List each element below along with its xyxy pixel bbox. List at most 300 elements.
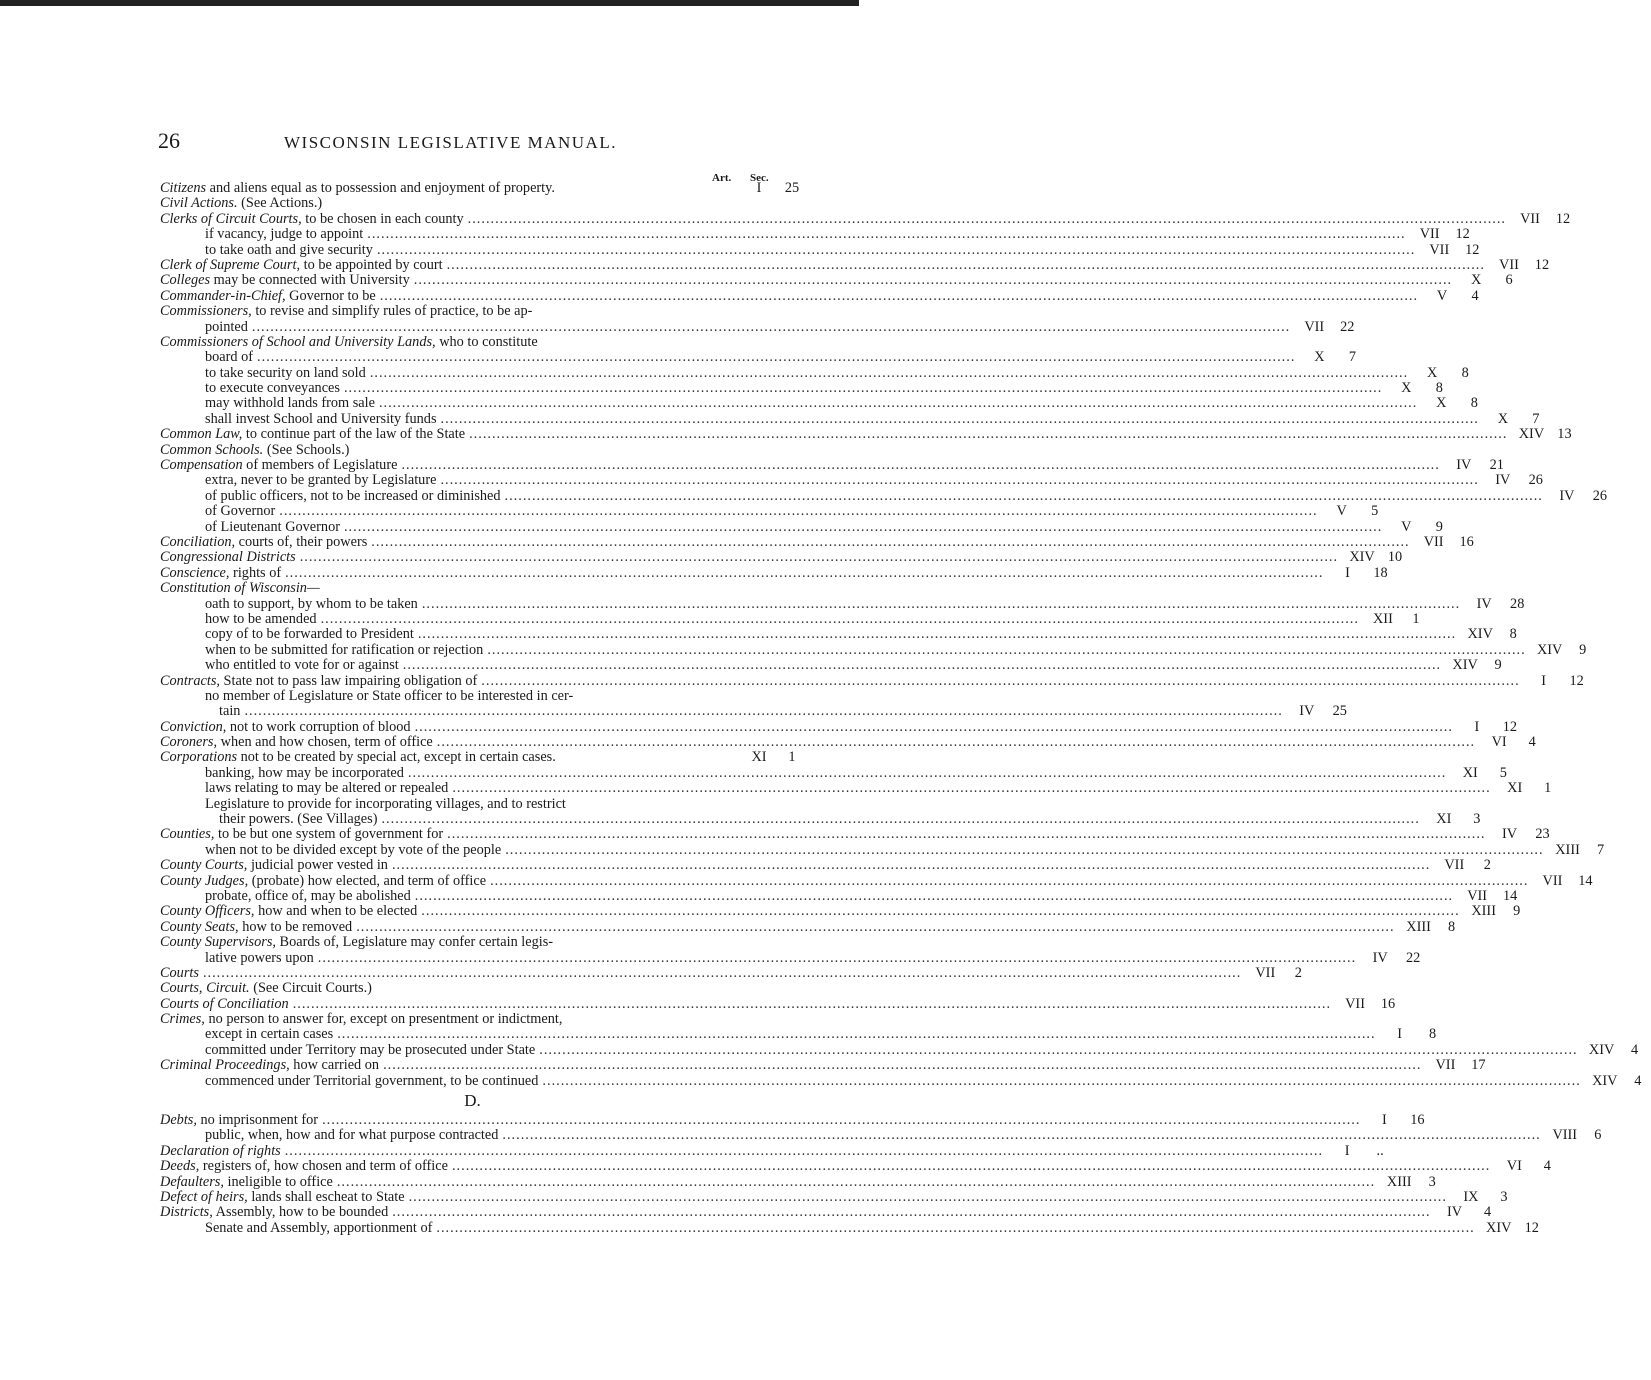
article-number: I bbox=[1541, 672, 1547, 689]
column-header-sec: Sec. bbox=[750, 172, 769, 184]
index-entry bbox=[160, 1173, 1436, 1190]
dot-leader bbox=[415, 889, 1453, 904]
entry-text bbox=[160, 889, 411, 904]
entry-text bbox=[160, 243, 373, 258]
dot-leader bbox=[252, 320, 1290, 335]
entry-description: if vacancy, judge to appoint bbox=[205, 226, 364, 243]
dot-leader bbox=[344, 381, 1382, 396]
index-entry bbox=[160, 210, 1571, 227]
entry-description: their powers. (See Villages) bbox=[219, 811, 378, 828]
entry-description: no person to answer for, except on presentment or indictment, bbox=[204, 1011, 563, 1028]
section-number: 14 bbox=[1502, 887, 1518, 904]
entry-description: no imprisonment for bbox=[196, 1112, 319, 1129]
article-number: X bbox=[1470, 272, 1482, 289]
dot-leader bbox=[403, 658, 1441, 673]
entry-heading: Common Schools. bbox=[160, 441, 264, 458]
index-entry bbox=[160, 549, 1403, 566]
entry-description: laws relating to may be altered or repealed bbox=[205, 780, 449, 797]
index-entry bbox=[160, 949, 1421, 966]
index-entries bbox=[160, 180, 1642, 1236]
entry-description: how carried on bbox=[289, 1057, 380, 1074]
entry-description: Boards of, Legislature may confer certain legis- bbox=[275, 934, 554, 951]
index-entry bbox=[160, 626, 1517, 643]
entry-description: to be but one system of government for bbox=[214, 826, 444, 843]
entry-description: how and when to be elected bbox=[254, 903, 418, 920]
entry-text bbox=[160, 473, 436, 488]
section-number: 6 bbox=[1594, 1127, 1602, 1144]
article-number: X bbox=[1314, 349, 1325, 366]
section-number: 16 bbox=[1459, 533, 1474, 550]
entry-heading: Courts, Circuit. bbox=[160, 980, 250, 997]
section-number: 12 bbox=[1502, 718, 1518, 735]
entry-text bbox=[160, 874, 486, 889]
article-number: VII bbox=[1542, 872, 1563, 889]
index-entry bbox=[160, 811, 1481, 828]
entry-heading: Clerks of Circuit Courts, bbox=[160, 210, 302, 227]
index-entry bbox=[160, 241, 1480, 258]
entry-description: to be appointed by court bbox=[300, 256, 443, 273]
entry-heading: Colleges bbox=[160, 272, 211, 289]
page-number: 26 bbox=[158, 128, 180, 153]
entry-text bbox=[160, 643, 483, 658]
entry-description: pointed bbox=[205, 318, 248, 335]
entry-heading: County Judges, bbox=[160, 872, 249, 889]
index-entry bbox=[160, 1158, 1551, 1175]
index-entry bbox=[160, 287, 1479, 304]
entry-heading: Conscience, bbox=[160, 564, 230, 581]
entry-text bbox=[160, 550, 296, 565]
article-number: XII bbox=[1372, 610, 1393, 627]
dot-leader bbox=[469, 427, 1507, 442]
section-number: 10 bbox=[1387, 549, 1403, 566]
entry-heading: Declaration of rights bbox=[160, 1142, 281, 1159]
entry-text bbox=[160, 350, 253, 365]
index-entry bbox=[160, 935, 805, 950]
section-number: 18 bbox=[1373, 564, 1388, 581]
dot-leader bbox=[447, 827, 1485, 842]
index-entry bbox=[160, 826, 1550, 843]
section-number: 4 bbox=[1484, 1204, 1492, 1221]
entry-description: (See Schools.) bbox=[263, 441, 350, 458]
article-number: IV bbox=[1476, 595, 1492, 612]
entry-description: to take oath and give security bbox=[205, 241, 373, 258]
entry-text bbox=[160, 273, 410, 288]
section-number: 23 bbox=[1535, 826, 1550, 843]
index-entry bbox=[160, 887, 1518, 904]
index-entry bbox=[160, 272, 1513, 289]
section-number: 9 bbox=[1494, 657, 1502, 674]
entry-text bbox=[160, 566, 281, 581]
section-number: 3 bbox=[1500, 1189, 1508, 1205]
entry-heading: County Seats, bbox=[160, 918, 239, 935]
section-number: 9 bbox=[1513, 903, 1521, 920]
index-entry bbox=[160, 1112, 1425, 1129]
entry-text bbox=[160, 827, 443, 842]
article-number: V bbox=[1436, 287, 1448, 304]
entry-heading: Common Law, bbox=[160, 426, 243, 443]
dot-leader bbox=[441, 412, 1479, 427]
entry-heading: Deeds, bbox=[160, 1158, 200, 1175]
article-number: XIII bbox=[1471, 903, 1496, 920]
running-head-title: WISCONSIN LEGISLATIVE MANUAL. bbox=[284, 133, 617, 152]
entry-text bbox=[160, 535, 367, 550]
entry-description: (See Actions.) bbox=[237, 195, 323, 212]
index-entry bbox=[160, 1219, 1539, 1236]
index-entry bbox=[160, 872, 1593, 889]
entry-description: rights of bbox=[229, 564, 282, 581]
dot-leader bbox=[377, 243, 1415, 258]
index-entry bbox=[160, 964, 1302, 981]
entry-text bbox=[160, 1205, 388, 1220]
article-number: IV bbox=[1501, 826, 1518, 843]
index-entry bbox=[160, 672, 1584, 689]
entry-heading: Compensation bbox=[160, 457, 243, 474]
column-header-art: Art. bbox=[712, 172, 732, 184]
article-number: VII bbox=[1520, 210, 1540, 227]
entry-text bbox=[160, 489, 501, 504]
entry-description: extra, never to be granted by Legislature bbox=[205, 472, 437, 489]
dot-leader bbox=[542, 1074, 1580, 1089]
entry-text bbox=[160, 227, 363, 242]
entry-text bbox=[160, 981, 372, 996]
entry-description: (See Circuit Courts.) bbox=[249, 980, 372, 997]
entry-description: Legislature to provide for incorporating villages, and to restrict bbox=[205, 795, 566, 812]
entry-heading: Courts of Conciliation bbox=[160, 995, 289, 1012]
entry-text bbox=[160, 1175, 333, 1190]
index-entry bbox=[160, 196, 805, 211]
entry-heading: Debts, bbox=[160, 1112, 197, 1129]
dot-leader bbox=[440, 473, 1478, 488]
entry-description: who entitled to vote for or against bbox=[205, 657, 399, 674]
entry-description: probate, office of, may be abolished bbox=[205, 887, 411, 904]
article-number: XIII bbox=[1406, 918, 1431, 935]
section-number: 6 bbox=[1505, 272, 1513, 289]
article-number: IX bbox=[1463, 1189, 1479, 1205]
dot-leader bbox=[502, 1128, 1540, 1143]
entry-text bbox=[160, 612, 317, 627]
entry-heading: Citizens bbox=[160, 180, 207, 196]
section-number: 4 bbox=[1471, 287, 1479, 304]
entry-text bbox=[160, 597, 418, 612]
entry-heading: Districts, bbox=[160, 1204, 213, 1221]
section-number: 4 bbox=[1528, 734, 1536, 751]
section-number: 21 bbox=[1489, 457, 1504, 474]
entry-description: when not to be divided except by vote of the people bbox=[205, 841, 502, 858]
entry-heading: Criminal Proceedings, bbox=[160, 1057, 290, 1074]
index-entry bbox=[160, 1026, 1437, 1043]
entry-description: how to be amended bbox=[205, 610, 317, 627]
index-entry bbox=[160, 1204, 1492, 1221]
section-number: 16 bbox=[1380, 995, 1396, 1012]
dot-leader bbox=[481, 674, 1519, 689]
entry-heading: Conciliation, bbox=[160, 533, 236, 550]
section-number: 12 bbox=[1465, 241, 1480, 258]
entry-text bbox=[160, 1144, 281, 1159]
index-entry bbox=[160, 1189, 1508, 1205]
entry-text bbox=[160, 412, 437, 427]
entry-description: public, when, how and for what purpose contracted bbox=[205, 1127, 499, 1144]
entry-text bbox=[160, 443, 349, 458]
dot-leader bbox=[293, 997, 1331, 1012]
entry-text bbox=[160, 750, 556, 765]
entry-description: of public officers, not to be increased or diminished bbox=[205, 487, 501, 504]
article-number: XIV bbox=[1592, 1072, 1618, 1089]
index-entry bbox=[160, 410, 1540, 427]
index-entry bbox=[160, 981, 805, 996]
section-letter: D. bbox=[464, 1091, 481, 1111]
section-number: 8 bbox=[1461, 364, 1469, 381]
index-entry bbox=[160, 764, 1507, 781]
dot-leader bbox=[415, 720, 1453, 735]
index-entry bbox=[160, 335, 805, 350]
section-number: 17 bbox=[1471, 1057, 1486, 1074]
entry-heading: Coroners, bbox=[160, 734, 218, 751]
section-number: 26 bbox=[1592, 487, 1608, 504]
entry-text bbox=[160, 704, 240, 719]
entry-description: may withhold lands from sale bbox=[205, 395, 375, 412]
section-number: 8 bbox=[1509, 626, 1517, 643]
entry-description: may be connected with University bbox=[210, 272, 410, 289]
article-number: X bbox=[1436, 395, 1447, 412]
dot-leader bbox=[452, 781, 1490, 796]
index-entry bbox=[160, 181, 805, 196]
entry-text bbox=[160, 581, 320, 596]
section-number: 5 bbox=[1499, 764, 1507, 781]
section-number: 8 bbox=[1470, 395, 1478, 412]
entry-text bbox=[160, 627, 414, 642]
entry-heading: Corporations bbox=[160, 749, 238, 766]
entry-text bbox=[160, 1027, 333, 1042]
dot-leader bbox=[437, 735, 1475, 750]
index-entry bbox=[160, 1057, 1486, 1074]
index-entry bbox=[160, 841, 1605, 858]
index-entry bbox=[160, 1041, 1639, 1058]
entry-description: and aliens equal as to possession and enjoyment of property. bbox=[206, 180, 555, 196]
page-top-edge bbox=[0, 0, 859, 6]
article-number: IV bbox=[1456, 457, 1472, 474]
section-number: 8 bbox=[1435, 380, 1443, 397]
index-entry bbox=[160, 918, 1456, 935]
entry-heading: Clerk of Supreme Court, bbox=[160, 256, 301, 273]
entry-description: State not to pass law impairing obligation of bbox=[219, 672, 478, 689]
article-number: XIII bbox=[1386, 1173, 1412, 1190]
index-entry bbox=[160, 581, 805, 596]
entry-text bbox=[160, 843, 501, 858]
section-number: 8 bbox=[1429, 1026, 1437, 1043]
section-number: 4 bbox=[1543, 1158, 1551, 1175]
article-number: IV bbox=[1372, 949, 1388, 966]
entry-text bbox=[160, 1113, 318, 1128]
section-number: 25 bbox=[1332, 703, 1347, 720]
entry-text bbox=[160, 858, 388, 873]
dot-leader bbox=[379, 396, 1417, 411]
article-number: X bbox=[1497, 410, 1509, 427]
index-entry bbox=[160, 641, 1587, 658]
entry-text bbox=[160, 258, 443, 273]
entry-description: registers of, how chosen and term of office bbox=[199, 1158, 448, 1175]
article-number: XIV bbox=[1349, 549, 1375, 566]
section-number: 9 bbox=[1579, 641, 1587, 658]
article-number: VII bbox=[1429, 241, 1450, 258]
article-number: VII bbox=[1467, 887, 1488, 904]
entry-text bbox=[160, 674, 477, 689]
section-number: 2 bbox=[1483, 857, 1491, 874]
dot-leader bbox=[321, 612, 1359, 627]
entry-heading: County Courts, bbox=[160, 857, 248, 874]
article-number: V bbox=[1401, 518, 1412, 535]
entry-description: lative powers upon bbox=[205, 949, 314, 966]
article-number: VIII bbox=[1552, 1127, 1578, 1144]
dot-leader bbox=[409, 1190, 1447, 1205]
dot-leader bbox=[337, 1175, 1375, 1190]
dot-leader bbox=[505, 489, 1543, 504]
article-number: VI bbox=[1491, 734, 1507, 751]
index-entry bbox=[160, 472, 1543, 489]
entry-text bbox=[160, 935, 553, 950]
entry-text bbox=[160, 520, 340, 535]
entry-text bbox=[160, 196, 322, 211]
dot-leader bbox=[285, 1144, 1323, 1159]
article-number: XI bbox=[1436, 811, 1452, 828]
entry-heading: Courts bbox=[160, 964, 199, 981]
article-number: IV bbox=[1447, 1204, 1463, 1221]
index-entry bbox=[160, 380, 1443, 397]
article-number: XI bbox=[1507, 780, 1523, 797]
entry-text bbox=[160, 951, 314, 966]
entry-heading: County Supervisors, bbox=[160, 934, 276, 951]
entry-heading: Defect of heirs, bbox=[160, 1189, 248, 1205]
article-number: IV bbox=[1299, 703, 1315, 720]
dot-leader bbox=[468, 212, 1506, 227]
section-number: 12 bbox=[1569, 672, 1584, 689]
dot-leader bbox=[381, 812, 1419, 827]
dot-leader bbox=[322, 1113, 1360, 1128]
dot-leader bbox=[380, 289, 1418, 304]
article-number: X bbox=[1427, 364, 1438, 381]
entry-heading: Commander-in-Chief, bbox=[160, 287, 286, 304]
index-entry bbox=[160, 657, 1502, 674]
dot-leader bbox=[318, 951, 1356, 966]
index-entry bbox=[160, 426, 1572, 443]
article-number: VII bbox=[1499, 256, 1519, 273]
entry-description: of Lieutenant Governor bbox=[205, 518, 340, 535]
dot-leader bbox=[257, 350, 1295, 365]
entry-description: ineligible to office bbox=[223, 1173, 333, 1190]
entry-text bbox=[160, 181, 555, 196]
entry-description: tain bbox=[219, 703, 241, 720]
index-entry bbox=[160, 703, 1347, 720]
entry-description: not to work corruption of blood bbox=[226, 718, 411, 735]
index-entry bbox=[160, 226, 1470, 243]
section-number: 26 bbox=[1528, 472, 1543, 489]
index-entry bbox=[160, 797, 805, 812]
dot-leader bbox=[337, 1027, 1375, 1042]
index-entry bbox=[160, 349, 1356, 366]
entry-description: of Governor bbox=[205, 503, 276, 520]
article-number: VII bbox=[1304, 318, 1325, 335]
entry-text bbox=[160, 504, 275, 519]
article-number: I bbox=[1397, 1026, 1402, 1043]
index-entry bbox=[160, 364, 1469, 381]
article-number: VII bbox=[1435, 1057, 1456, 1074]
section-number: 12 bbox=[1524, 1219, 1539, 1236]
dot-leader bbox=[344, 520, 1382, 535]
article-number: IV bbox=[1559, 487, 1575, 504]
entry-text bbox=[160, 427, 465, 442]
entry-description: Senate and Assembly, apportionment of bbox=[205, 1219, 433, 1236]
dot-leader bbox=[539, 1043, 1577, 1058]
entry-text bbox=[160, 1190, 405, 1205]
entry-text bbox=[160, 689, 573, 704]
dot-leader bbox=[422, 597, 1460, 612]
dot-leader bbox=[505, 843, 1543, 858]
index-entry bbox=[160, 780, 1552, 797]
entry-text bbox=[160, 396, 375, 411]
dot-leader bbox=[356, 920, 1394, 935]
index-entry bbox=[160, 518, 1443, 535]
entry-text bbox=[160, 458, 397, 473]
index-entry bbox=[160, 1142, 1384, 1159]
section-number: 1 bbox=[788, 749, 796, 766]
entry-heading: Contracts, bbox=[160, 672, 220, 689]
entry-description: banking, how may be incorporated bbox=[205, 764, 404, 781]
section-number: 25 bbox=[784, 180, 800, 196]
entry-description: when to be submitted for ratification or rejection bbox=[205, 641, 484, 658]
entry-description: not to be created by special act, except in certain cases. bbox=[237, 749, 556, 766]
article-number: XIV bbox=[1588, 1041, 1615, 1058]
index-entry bbox=[160, 256, 1550, 273]
section-number: 7 bbox=[1348, 349, 1356, 366]
entry-description: to take security on land sold bbox=[205, 364, 366, 381]
entry-description: judicial power vested in bbox=[247, 857, 388, 874]
entry-description: to execute conveyances bbox=[205, 380, 340, 397]
article-number: X bbox=[1401, 380, 1412, 397]
dot-leader bbox=[421, 904, 1459, 919]
entry-text bbox=[160, 1043, 535, 1058]
entry-text bbox=[160, 997, 289, 1012]
index-entry bbox=[160, 395, 1478, 412]
entry-description: (probate) how elected, and term of office bbox=[248, 872, 487, 889]
entry-heading: Conviction, bbox=[160, 718, 227, 735]
dot-leader bbox=[418, 627, 1456, 642]
entry-description: shall invest School and University funds bbox=[205, 410, 437, 427]
entry-text bbox=[160, 320, 248, 335]
entry-heading: Crimes, bbox=[160, 1011, 205, 1028]
section-number: 12 bbox=[1534, 256, 1550, 273]
dot-leader bbox=[392, 1205, 1430, 1220]
section-number: 8 bbox=[1447, 918, 1456, 935]
section-number: 5 bbox=[1371, 503, 1379, 520]
entry-text bbox=[160, 766, 404, 781]
section-number: 3 bbox=[1473, 811, 1481, 828]
article-number: XIII bbox=[1555, 841, 1580, 858]
entry-description: oath to support, by whom to be taken bbox=[205, 595, 418, 612]
section-number: 3 bbox=[1428, 1173, 1436, 1190]
dot-leader bbox=[371, 535, 1409, 550]
entry-text bbox=[160, 904, 417, 919]
article-number: XIV bbox=[1486, 1219, 1512, 1236]
entry-heading: Constitution of Wisconsin— bbox=[160, 580, 320, 597]
entry-description: Governor to be bbox=[285, 287, 376, 304]
article-number: I bbox=[1344, 1142, 1350, 1159]
article-number: I bbox=[1345, 564, 1350, 581]
section-number: 9 bbox=[1435, 518, 1443, 535]
entry-description: except in certain cases bbox=[205, 1026, 334, 1043]
entry-description: lands shall escheat to State bbox=[247, 1189, 405, 1205]
section-number: 16 bbox=[1410, 1112, 1425, 1129]
index-entry bbox=[160, 564, 1388, 581]
article-number: VII bbox=[1345, 995, 1365, 1012]
